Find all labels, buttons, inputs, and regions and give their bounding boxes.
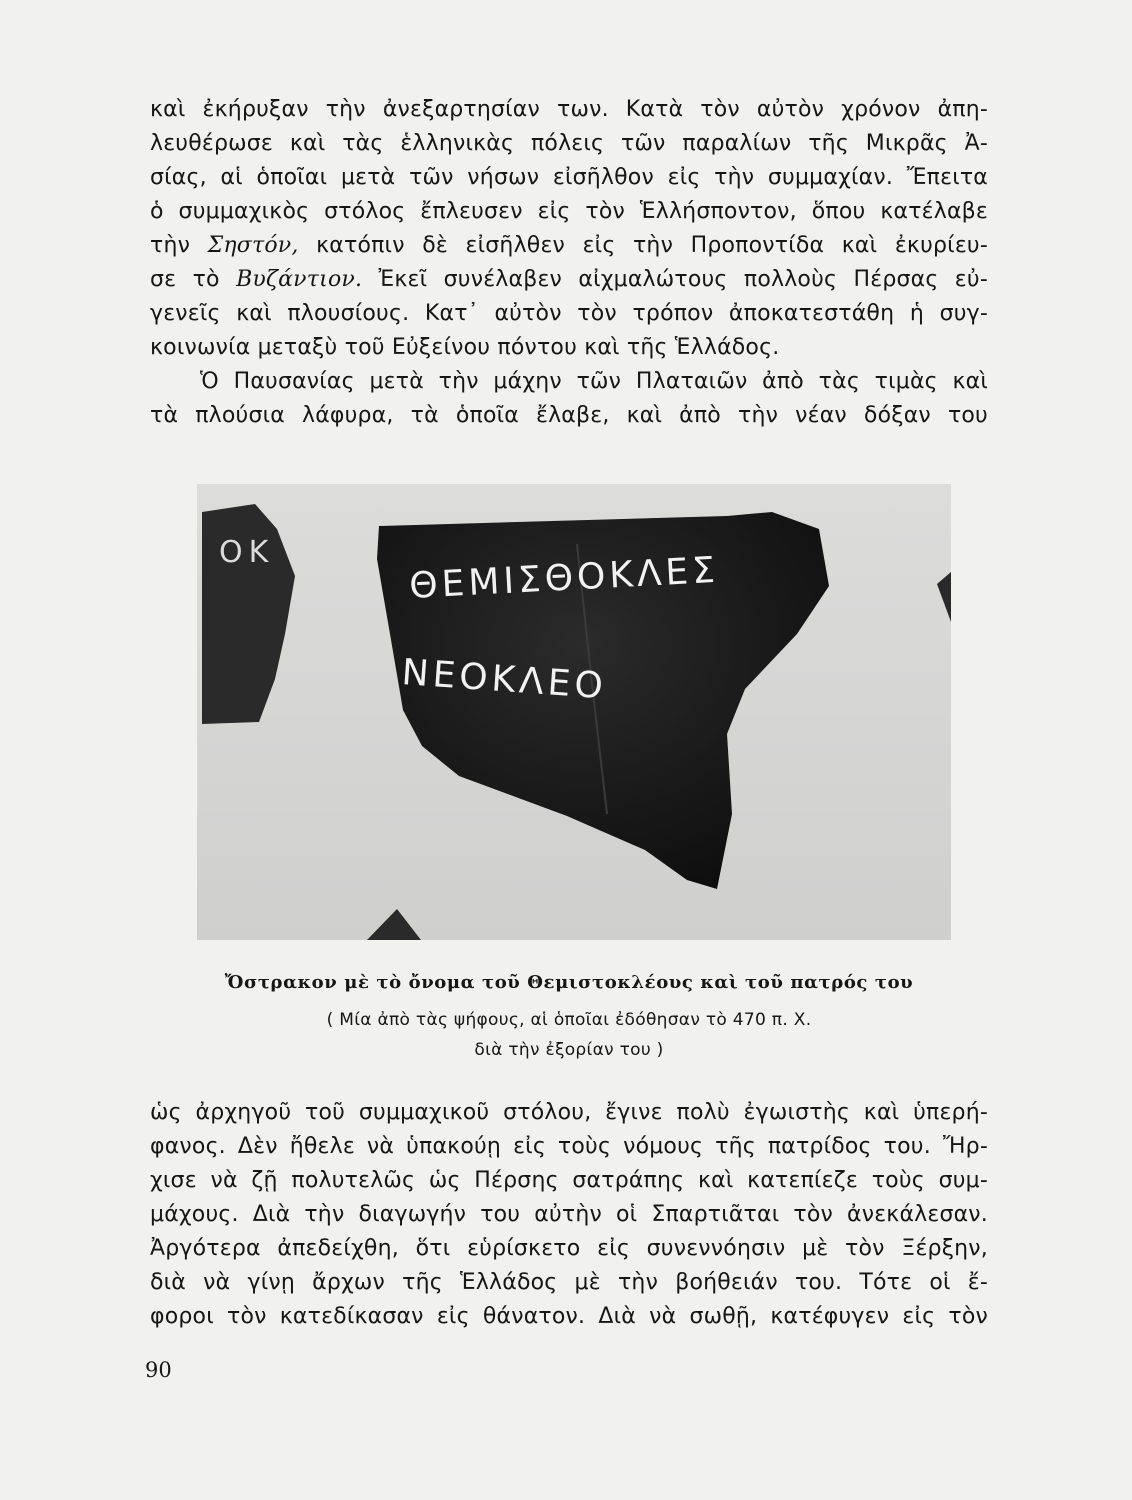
text-line-prefix: σε τὸ [150, 267, 220, 292]
place-name-sestos: Σηστόν, [207, 233, 299, 258]
text-line: φοροι τὸν κατεδίκασαν εἰς θάνατον. Διὰ νὰ σωθῇ, κατέφυγεν εἰς τὸν [150, 1304, 988, 1329]
text-line: τὰ πλούσια λάφυρα, τὰ ὁποῖα ἔλαβε, καὶ ἀπὸ τὴν νέαν δόξαν του [150, 403, 988, 428]
inscription-line1: ΘΕΜΙΣΘΟΚΛΕΣ [408, 549, 720, 607]
inscription-line2: ΝΕΟΚΛΕΟ [400, 652, 609, 708]
text-line: σίας, αἱ ὁποῖαι μετὰ τῶν νήσων εἰσῆλθον εἰς τὴν συμμαχίαν. Ἔπειτα [150, 165, 988, 190]
ostracon-photo [197, 484, 951, 940]
text-line: καὶ ἐκήρυξαν τὴν ἀνεξαρτησίαν των. Κατὰ τὸν αὐτὸν χρόνον ἀπη- [150, 97, 988, 122]
text-line [150, 263, 988, 297]
text-line: χισε νὰ ζῇ πολυτελῶς ὡς Πέρσης σατράπης καὶ κατεπίεζε τοὺς συμ- [150, 1168, 988, 1193]
fragment-inscription: ΟΚ [219, 535, 275, 570]
text-line: μάχους. Διὰ τὴν διαγωγήν του αὐτὴν οἱ Σπαρτιᾶται τὸν ἀνεκάλεσαν. [150, 1202, 988, 1227]
figure-caption-line1: ( Μία ἀπὸ τὰς ψήφους, αἱ ὁποῖαι ἐδόθησαν τὸ 470 π. Χ. [326, 1010, 812, 1030]
text-line: φανος. Δὲν ἤθελε νὰ ὑπακούῃ εἰς τοὺς νόμους τῆς πατρίδος του. Ἤρ- [150, 1134, 988, 1159]
text-line: διὰ νὰ γίνῃ ἄρχων τῆς Ἑλλάδος μὲ τὴν βοήθειάν του. Τότε οἱ ἔ- [150, 1270, 988, 1295]
figure-caption-title: Ὄστρακον μὲ τὸ ὄνομα τοῦ Θεμιστοκλέους καὶ τοῦ πατρός του [224, 972, 914, 993]
text-line: κοινωνία μεταξὺ τοῦ Εὐξείνου πόντου καὶ τῆς Ἑλλάδος. [150, 335, 780, 360]
text-line-prefix: τὴν [150, 233, 191, 258]
text-line [150, 195, 988, 229]
text-line: Ὁ Παυσανίας μετὰ τὴν μάχην τῶν Πλαταιῶν ἀπὸ τὰς τιμὰς καὶ [200, 369, 988, 394]
text-line-rest: κατόπιν δὲ εἰσῆλθεν εἰς τὴν Προποντίδα καὶ ἐκυρίευ- [316, 233, 988, 258]
text-line: γενεῖς καὶ πλουσίους. Κατ᾽ αὐτὸν τὸν τρόπον ἀποκατεστάθη ἡ συγ- [150, 301, 988, 326]
paragraph-top [150, 93, 988, 433]
place-name-byzantium: Βυζάντιον. [236, 267, 363, 292]
page-number: 90 [145, 1358, 172, 1382]
ostracon-image [197, 484, 951, 940]
text-line: Ἀργότερα ἀπεδείχθη, ὅτι εὑρίσκετο εἰς συνεννόησιν μὲ τὸν Ξέρξην, [150, 1236, 988, 1261]
figure-caption-line2: διὰ τὴν ἐξορίαν του ) [474, 1040, 664, 1060]
paragraph-bottom [150, 1096, 988, 1334]
text-line-rest: Ἐκεῖ συνέλαβεν αἰχμαλώτους πολλοὺς Πέρσας εὐ- [378, 267, 988, 292]
text-line: ὡς ἀρχηγοῦ τοῦ συμμαχικοῦ στόλου, ἔγινε πολὺ ἐγωιστὴς καὶ ὑπερή- [150, 1100, 988, 1125]
text-line [150, 229, 988, 263]
text-line: λευθέρωσε καὶ τὰς ἑλληνικὰς πόλεις τῶν παραλίων τῆς Μικρᾶς Ἀ- [150, 131, 988, 156]
text-line-prefix: ὁ συμμαχικὸς στόλος ἔπλευσεν εἰς τὸν Ἑλλήσποντον, ὅπου κατέλαβε [150, 199, 988, 224]
